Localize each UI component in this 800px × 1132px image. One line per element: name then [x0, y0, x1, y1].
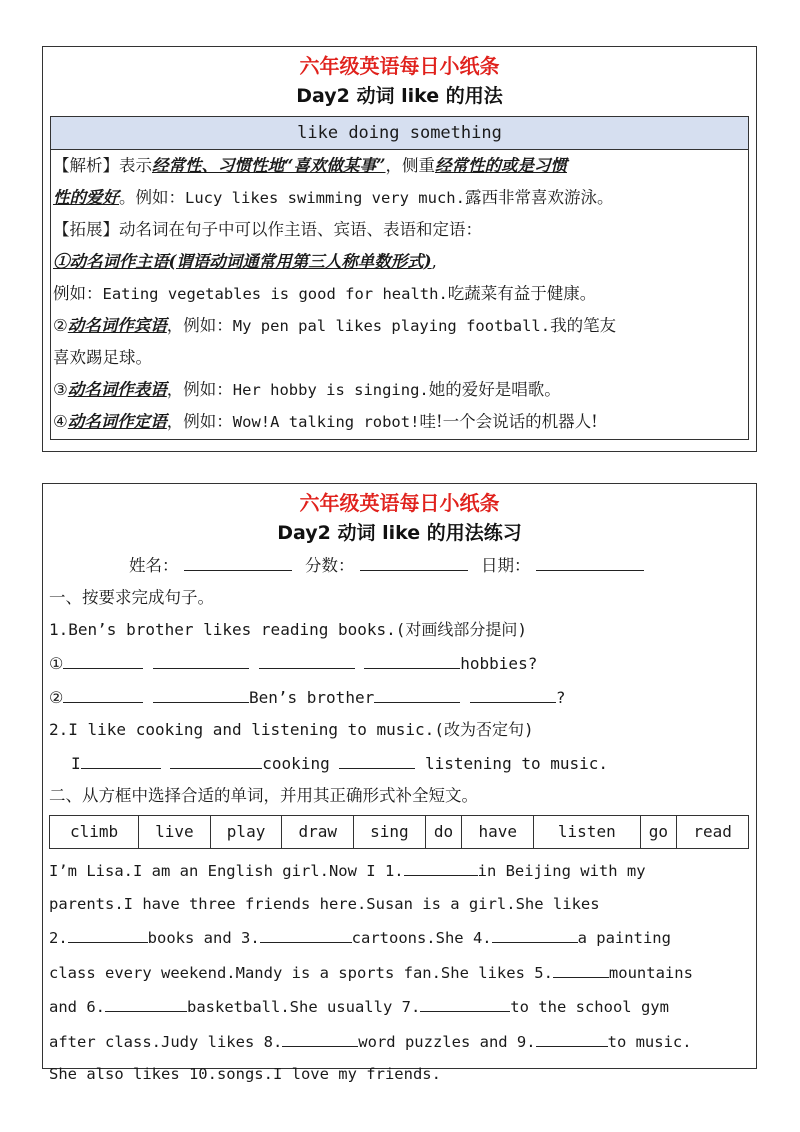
text: word puzzles and 9. [358, 1032, 536, 1051]
answer-blank[interactable] [470, 680, 556, 703]
card-title: 六年级英语每日小纸条 [299, 54, 500, 78]
rule-predicative [53, 374, 746, 406]
word-cell: read [677, 816, 749, 849]
passage-line [49, 955, 750, 990]
word-cell: draw [282, 816, 354, 849]
answer-1a [49, 646, 750, 680]
answer-2 [49, 746, 750, 780]
score-blank[interactable] [360, 548, 468, 571]
word-cell: live [139, 816, 211, 849]
answer-blank[interactable] [63, 646, 143, 669]
text: to music. [607, 1032, 692, 1051]
example-en: Wow!A talking robot! [232, 413, 420, 431]
text: class every weekend.Mandy is a sports fan.She likes 5. [49, 963, 553, 982]
question-1: 1.Ben’s brother likes reading books.(对画线部分提问) [49, 620, 528, 639]
text: ② [53, 316, 68, 335]
example-en: My pen pal likes playing football. [232, 317, 551, 335]
text: ④ [53, 412, 68, 431]
passage [49, 853, 750, 1091]
text: and 6. [49, 998, 105, 1016]
text: cooking [262, 754, 330, 773]
answer-blank[interactable] [374, 680, 460, 703]
lesson-heading: like doing something [51, 117, 748, 150]
word-box [49, 815, 749, 849]
text: 。例如： [119, 188, 185, 207]
text: ? [555, 688, 566, 707]
text: ，侧重 [385, 156, 435, 175]
answer-blank[interactable] [260, 920, 352, 943]
text: in Beijing with my [477, 862, 646, 880]
answer-blank[interactable] [492, 920, 578, 943]
word-cell: climb [50, 816, 139, 849]
text: hobbies? [460, 654, 538, 673]
passage-line [49, 920, 750, 955]
example-zh: 我的笔友 [550, 316, 617, 335]
card-subtitle: Day2 动词 like 的用法 [296, 85, 503, 107]
text: ② [49, 688, 64, 707]
answer-blank[interactable] [63, 680, 143, 703]
word-cell: have [462, 816, 534, 849]
text: ，例如： [166, 316, 233, 335]
example-en: Lucy likes swimming very much. [185, 189, 465, 207]
text: ，例如： [166, 380, 233, 399]
word-cell: go [640, 816, 677, 849]
score-label: 分数： [305, 556, 355, 575]
example-subject [53, 278, 746, 310]
text: ③ [53, 380, 68, 399]
answer-blank[interactable] [81, 746, 161, 769]
student-info-line [49, 548, 750, 582]
example-zh: 她的爱好是唱歌。 [428, 380, 561, 399]
card-subtitle: Day2 动词 like 的用法练习 [277, 522, 522, 544]
example-zh: 吃蔬菜有益于健康。 [447, 284, 597, 303]
extension-line: 【拓展】动名词在句子中可以作主语、宾语、表语和定语： [53, 220, 482, 239]
text: ① [49, 654, 64, 673]
example-zh: 哇!一个会说话的机器人! [419, 412, 598, 431]
exercise-card [42, 483, 757, 1083]
answer-1b [49, 680, 750, 714]
text: basketball.She usually 7. [187, 998, 421, 1016]
example-en: Her hobby is singing. [232, 381, 429, 399]
answer-blank[interactable] [553, 955, 609, 978]
text: listening to music. [425, 754, 609, 773]
text: a painting [577, 929, 671, 947]
passage-line [49, 1024, 750, 1059]
text: books and 3. [147, 929, 260, 947]
analysis-line-2 [53, 182, 746, 214]
section-two-heading: 二、从方框中选择合适的单词，并用其正确形式补全短文。 [49, 786, 478, 805]
answer-blank[interactable] [153, 646, 249, 669]
name-label: 姓名： [129, 556, 179, 575]
emphasis: 经常性的或是习惯 [434, 156, 567, 175]
emphasis: 动名词作表语 [67, 380, 167, 399]
emphasis: 动名词作定语 [67, 412, 167, 431]
rule-object-cont: 喜欢踢足球。 [53, 348, 152, 367]
passage-line: She also likes 10.songs.I love my friends. [49, 1065, 441, 1083]
answer-blank[interactable] [105, 989, 187, 1012]
answer-blank[interactable] [536, 1024, 608, 1047]
text: mountains [608, 963, 693, 982]
emphasis: 经常性、习惯性地“喜欢做某事” [152, 156, 386, 175]
text: 【解析】表示 [53, 156, 152, 175]
emphasis: ①动名词作主语(谓语动词通常用第三人称单数形式) [53, 252, 432, 271]
text: , [431, 252, 437, 271]
card-title: 六年级英语每日小纸条 [299, 491, 500, 515]
name-blank[interactable] [184, 548, 292, 571]
text: ，例如： [166, 412, 233, 431]
text: after class.Judy likes 8. [49, 1032, 283, 1051]
text: cartoons.She 4. [351, 929, 492, 947]
date-blank[interactable] [536, 548, 644, 571]
question-2: 2.I like cooking and listening to music.(改为否定句) [49, 720, 534, 739]
rule-object [53, 310, 746, 342]
answer-blank[interactable] [259, 646, 355, 669]
answer-blank[interactable] [364, 646, 460, 669]
answer-blank[interactable] [339, 746, 415, 769]
lesson-body [51, 150, 748, 438]
section-one-heading: 一、按要求完成句子。 [49, 588, 214, 607]
lesson-card [42, 46, 757, 452]
rule-attributive [53, 406, 746, 438]
analysis-line [53, 150, 746, 182]
answer-blank[interactable] [153, 680, 249, 703]
passage-line: parents.I have three friends here.Susan is a girl.She likes [49, 894, 600, 913]
answer-blank[interactable] [68, 920, 148, 943]
answer-blank[interactable] [282, 1024, 358, 1047]
word-cell: sing [354, 816, 426, 849]
example-zh: 露西非常喜欢游泳。 [464, 188, 614, 207]
answer-blank[interactable] [170, 746, 262, 769]
passage-line [49, 853, 750, 888]
passage-line [49, 989, 750, 1024]
text: 2. [49, 929, 68, 947]
word-cell: listen [534, 816, 641, 849]
example-en: Eating vegetables is good for health. [102, 285, 448, 303]
text: I [71, 754, 81, 773]
rule-subject [53, 246, 746, 278]
word-cell: play [210, 816, 282, 849]
word-cell: do [425, 816, 462, 849]
emphasis: 动名词作宾语 [67, 316, 167, 335]
date-label: 日期： [481, 556, 531, 575]
text: Ben’s brother [248, 688, 375, 707]
exercise-body [43, 548, 756, 1091]
answer-blank[interactable] [420, 989, 510, 1012]
lesson-box [50, 116, 749, 440]
text: to the school gym [510, 998, 669, 1016]
emphasis: 性的爱好 [53, 188, 119, 207]
answer-blank[interactable] [404, 853, 478, 876]
text: I’m Lisa.I am an English girl.Now I 1. [49, 862, 404, 880]
text: 例如： [53, 284, 103, 303]
